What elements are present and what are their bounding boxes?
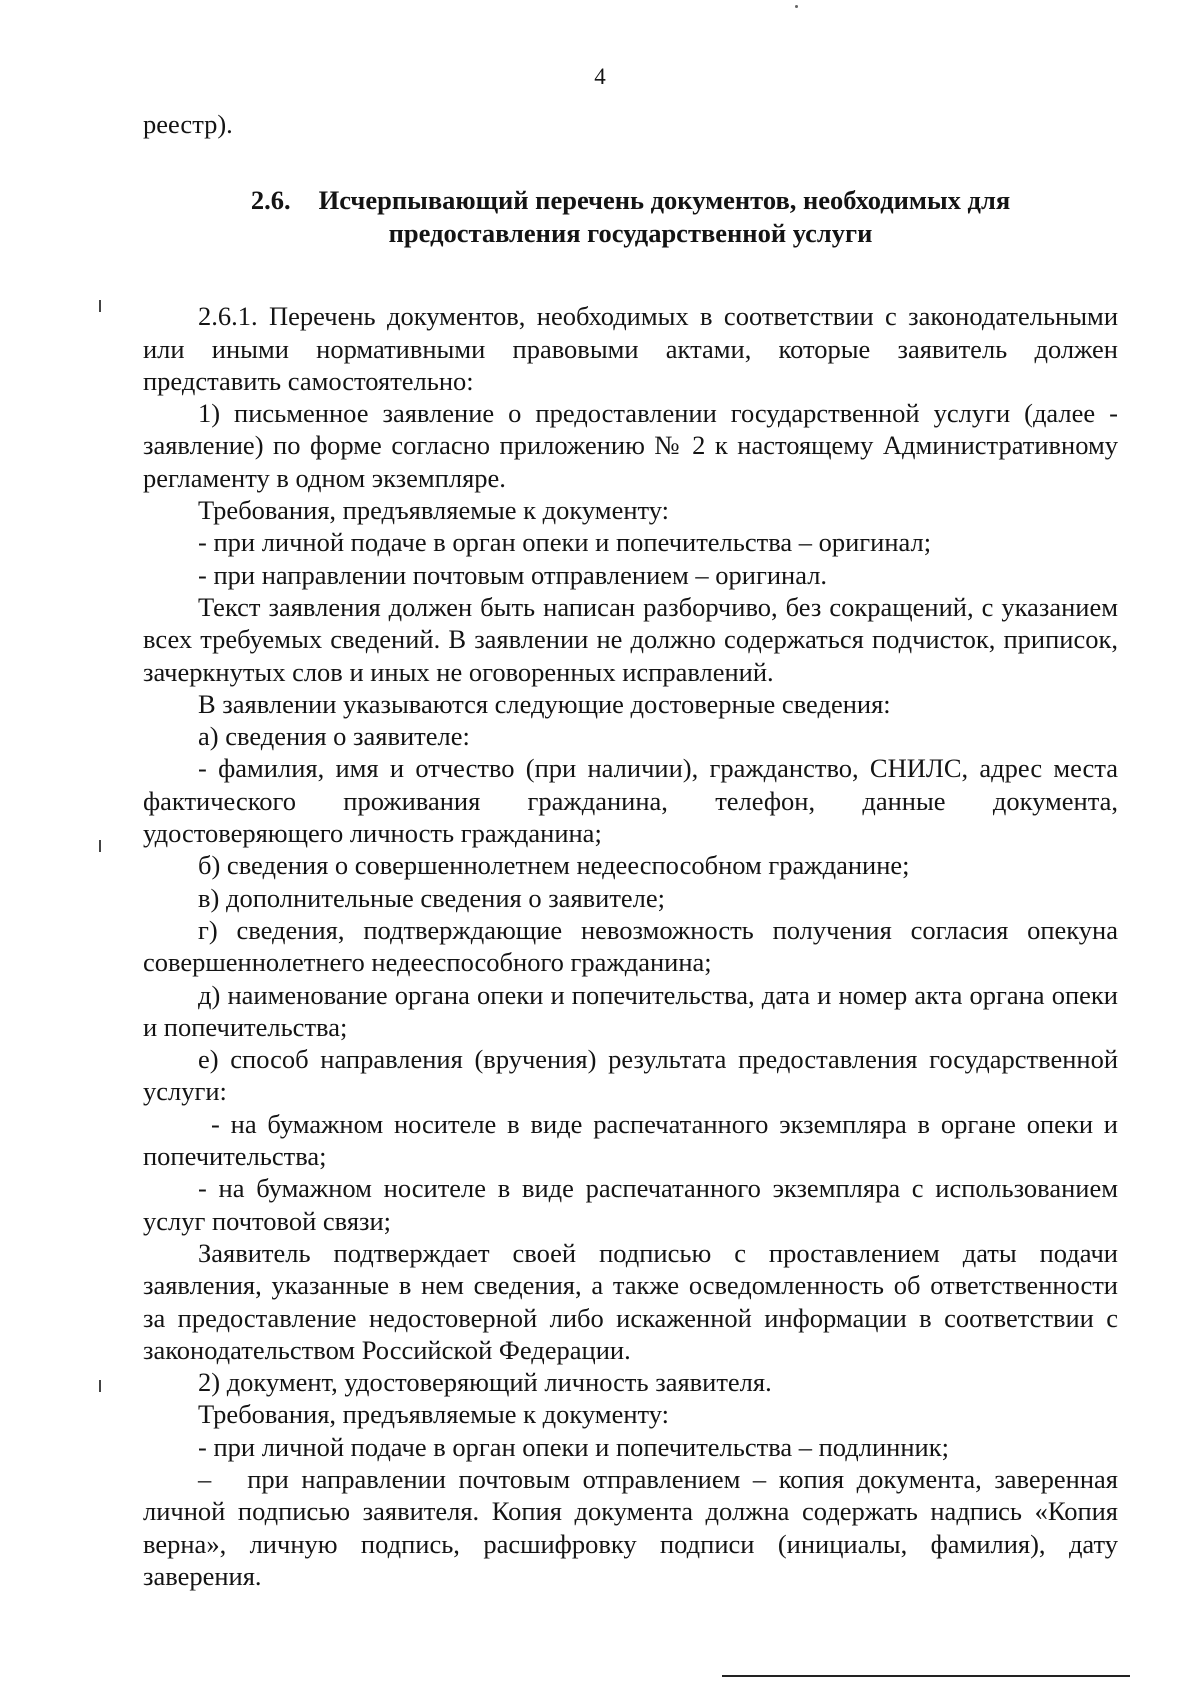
margin-mark [99, 840, 101, 852]
paragraph-item-2: 2) документ, удостоверяющий личность заявителя. [198, 1367, 772, 1398]
paragraph-applicant-details: - фамилия, имя и отчество (при наличии), гражданство, СНИЛС, адрес места фактического проживания гражданина, телефон, данные документа, удостоверяющего личность гражданина; [143, 753, 1118, 849]
section-heading [143, 184, 1118, 250]
scan-speck [795, 5, 798, 8]
paragraph-paper-postal: - на бумажном носителе в виде распечатанного экземпляра с использованием услуг почтовой связи; [143, 1173, 1118, 1236]
paragraph-item-b: б) сведения о совершеннолетнем недееспособном гражданине; [198, 850, 910, 881]
section-title-part-2: предоставления государственной услуги [388, 218, 873, 249]
section-heading-line-1 [143, 184, 1118, 217]
paragraph-item-v: в) дополнительные сведения о заявителе; [198, 882, 666, 913]
paragraph-signature: Заявитель подтверждает своей подписью с проставлением даты подачи заявления, указанные в нем сведения, а также осведомленность об ответственности за предоставление недостоверной либо искаженной информации в соответствии с законодательством Российской Федерации. [143, 1237, 1118, 1365]
section-title-part-1: Исчерпывающий перечень документов, необходимых для [318, 185, 1011, 216]
paragraph-requirements: Требования, предъявляемые к документу: [198, 495, 670, 526]
section-number: 2.6. [250, 185, 291, 216]
paragraph-item-1: 1) письменное заявление о предоставлении государственной услуги (далее - заявление) по форме согласно приложению № 2 к настоящему Административному регламенту в одном экземпляре. [143, 398, 1118, 493]
paragraph-original: - при личной подаче в орган опеки и попечительства – подлинник; [198, 1431, 949, 1462]
paragraph-2-6-1: 2.6.1. Перечень документов, необходимых в соответствии с законодательными или иными нормативными правовыми актами, которые заявитель должен представить самостоятельно: [143, 301, 1118, 396]
paragraph-item-a: а) сведения о заявителе: [198, 721, 470, 752]
paragraph-postal-submission: - при направлении почтовым отправлением – оригинал. [198, 559, 828, 590]
paragraph-item-g: г) сведения, подтверждающие невозможность получения согласия опекуна совершеннолетнего недееспособного гражданина; [143, 914, 1118, 978]
dash-marker: – [198, 1463, 212, 1494]
paragraph-legibility: Текст заявления должен быть написан разборчиво, без сокращений, с указанием всех требуемых сведений. В заявлении не должно содержаться подчисток, приписок, зачеркнутых слов и иных не оговоренных исправлений. [143, 591, 1118, 687]
paragraph-reliable-info: В заявлении указываются следующие достоверные сведения: [198, 688, 891, 719]
footer-rule [722, 1675, 1130, 1677]
paragraph-postal-copy-text: при направлении почтовым отправлением – копия документа, заверенная личной подписью заявителя. Копия документа должна содержать надпись «Копия верна», личную подпись, расшифровку подписи (инициалы, фамилия), дату заверения. [143, 1463, 1118, 1591]
page-number: 4 [594, 64, 606, 89]
paragraph-paper-office: - на бумажном носителе в виде распечатанного экземпляра в органе опеки и попечительства; [143, 1108, 1118, 1172]
margin-mark [99, 300, 101, 312]
paragraph-item-d: д) наименование органа опеки и попечительства, дата и номер акта органа опеки и попечительства; [143, 979, 1118, 1042]
paragraph-item-e: е) способ направления (вручения) результата предоставления государственной услуги: [143, 1044, 1118, 1107]
paragraph-requirements-2: Требования, предъявляемые к документу: [198, 1399, 670, 1430]
document-body [143, 108, 1118, 1592]
intro-fragment: реестр). [143, 109, 233, 139]
margin-mark [99, 1380, 101, 1392]
paragraph-postal-copy [143, 1463, 1118, 1592]
paragraph-personal-submission: - при личной подаче в орган опеки и попечительства – оригинал; [198, 527, 932, 558]
